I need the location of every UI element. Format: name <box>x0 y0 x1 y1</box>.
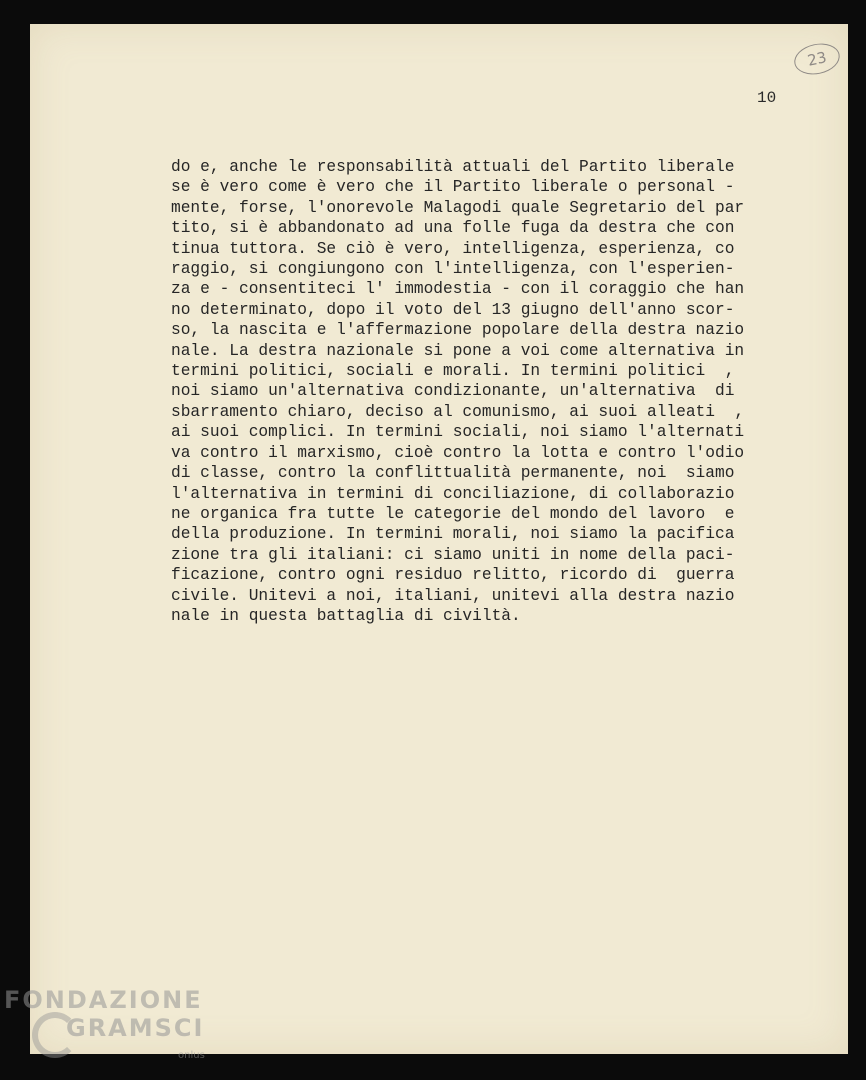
text-line: se è vero come è vero che il Partito liberale o personal - <box>171 178 735 197</box>
text-line: zione tra gli italiani: ci siamo uniti in nome della paci- <box>171 545 735 564</box>
text-line: sbarramento chiaro, deciso al comunismo, ai suoi alleati , <box>171 402 745 421</box>
text-line: va contro il marxismo, cioè contro la lotta e contro l'odio <box>171 443 745 462</box>
text-line: di classe, contro la conflittualità permanente, noi siamo <box>171 464 735 483</box>
text-line: tito, si è abbandonato ad una folle fuga da destra che con <box>171 219 735 238</box>
text-line: mente, forse, l'onorevole Malagodi quale Segretario del par <box>171 198 745 217</box>
text-line: noi siamo un'alternativa condizionante, un'alternativa di <box>171 382 735 401</box>
text-line: za e - consentiteci l' immodestia - con il coraggio che han <box>171 280 745 299</box>
text-line: della produzione. In termini morali, noi siamo la pacifica <box>171 525 735 544</box>
text-line: termini politici, sociali e morali. In termini politici , <box>171 362 735 381</box>
text-line: nale. La destra nazionale si pone a voi come alternativa in <box>171 341 745 360</box>
text-line: ne organica fra tutte le categorie del mondo del lavoro e <box>171 504 735 523</box>
text-line: do e, anche le responsabilità attuali del Partito liberale <box>171 158 735 176</box>
archive-number-stamp: 23 <box>791 40 842 79</box>
watermark-line1: FONDAZIONE <box>4 986 203 1014</box>
watermark-sub: onlus <box>178 1050 205 1061</box>
document-page <box>30 24 848 1054</box>
text-line: tinua tuttora. Se ciò è vero, intelligenza, esperienza, co <box>171 239 735 258</box>
text-line: nale in questa battaglia di civiltà. <box>171 606 521 625</box>
text-line: ai suoi complici. In termini sociali, noi siamo l'alternati <box>171 423 745 442</box>
text-line: l'alternativa in termini di conciliazione, di collaborazio <box>171 484 735 503</box>
text-line: raggio, si congiungono con l'intelligenza, con l'esperien- <box>171 260 735 279</box>
page-number: 10 <box>757 89 777 107</box>
text-line: no determinato, dopo il voto del 13 giugno dell'anno scor- <box>171 300 735 319</box>
watermark-line2: GRAMSCI <box>66 1014 205 1042</box>
watermark <box>4 986 204 1042</box>
typed-text-body <box>171 157 744 626</box>
text-line: so, la nascita e l'affermazione popolare della destra nazio <box>171 321 745 340</box>
text-line: ficazione, contro ogni residuo relitto, ricordo di guerra <box>171 566 735 585</box>
text-line: civile. Unitevi a noi, italiani, unitevi alla destra nazio <box>171 586 735 605</box>
